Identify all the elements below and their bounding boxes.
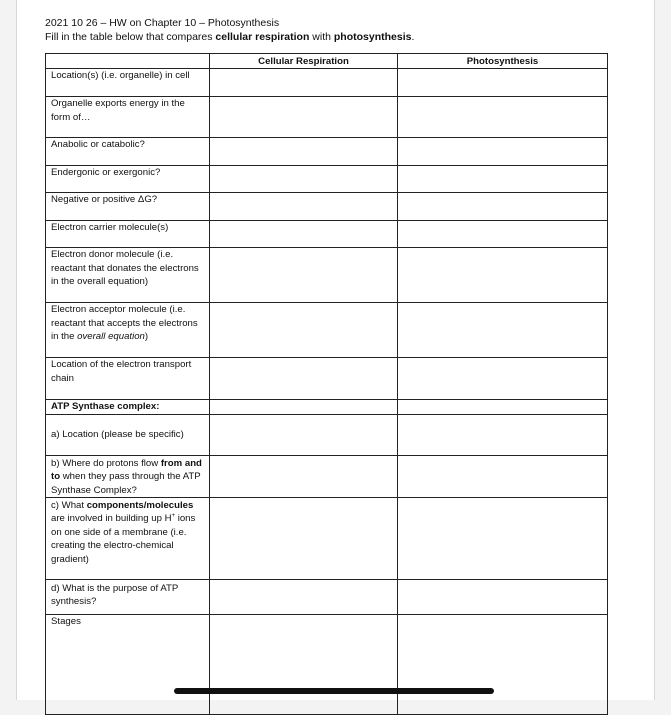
answer-cell[interactable] bbox=[398, 166, 608, 193]
acceptor-close: ) bbox=[144, 331, 149, 343]
answer-cell[interactable] bbox=[398, 358, 608, 400]
answer-cell[interactable] bbox=[210, 414, 398, 455]
row-label-atp-purpose: d) What is the purpose of ATP synthesis? bbox=[46, 580, 210, 615]
answer-cell[interactable] bbox=[210, 69, 398, 97]
table-row bbox=[46, 69, 608, 97]
answer-cell[interactable] bbox=[398, 414, 608, 455]
row-label-carrier: Electron carrier molecule(s) bbox=[46, 221, 210, 248]
table-row bbox=[46, 580, 608, 615]
components-text-3: ions on one side of a membrane (i.e. creating the electro-chemical gradient) bbox=[51, 513, 196, 565]
answer-cell[interactable] bbox=[398, 138, 608, 166]
section-label-atp-synthase: ATP Synthase complex: bbox=[46, 400, 210, 414]
answer-cell[interactable] bbox=[398, 221, 608, 248]
row-label-donor: Electron donor molecule (i.e. reactant that donates the electrons in the overall equation) bbox=[46, 248, 210, 303]
answer-cell[interactable] bbox=[210, 97, 398, 138]
row-label-stages: Stages bbox=[46, 615, 210, 715]
column-header-cellular-respiration: Cellular Respiration bbox=[210, 54, 398, 69]
answer-cell[interactable] bbox=[210, 193, 398, 221]
answer-cell[interactable] bbox=[398, 97, 608, 138]
table-row bbox=[46, 97, 608, 138]
answer-cell[interactable] bbox=[210, 580, 398, 615]
row-label-anabolic: Anabolic or catabolic? bbox=[46, 138, 210, 166]
row-label-delta-g: Negative or positive ΔG? bbox=[46, 193, 210, 221]
components-text-2: are involved in building up H bbox=[51, 513, 172, 525]
table-row bbox=[46, 400, 608, 414]
row-label-exports: Organelle exports energy in the form of… bbox=[46, 97, 210, 138]
row-label-etc-location: Location of the electron transport chain bbox=[46, 358, 210, 400]
proton-text-1: b) Where do protons flow bbox=[51, 457, 161, 469]
instructions-bold-respiration: cellular respiration bbox=[215, 31, 310, 43]
horizontal-scrollbar[interactable] bbox=[174, 688, 494, 694]
components-superscript: + bbox=[171, 513, 176, 520]
answer-cell[interactable] bbox=[398, 69, 608, 97]
table-row bbox=[46, 221, 608, 248]
answer-cell[interactable] bbox=[210, 498, 398, 580]
components-bold: components/molecules bbox=[86, 500, 194, 512]
header-blank-cell bbox=[46, 54, 210, 69]
acceptor-italic: overall equation bbox=[77, 331, 145, 343]
answer-cell[interactable] bbox=[210, 303, 398, 358]
table-header-row bbox=[46, 54, 608, 69]
answer-cell[interactable] bbox=[210, 248, 398, 303]
row-label-acceptor bbox=[46, 303, 210, 358]
answer-cell[interactable] bbox=[210, 166, 398, 193]
answer-cell[interactable] bbox=[210, 455, 398, 497]
row-label-atp-proton-flow bbox=[46, 455, 210, 497]
answer-cell[interactable] bbox=[210, 138, 398, 166]
answer-cell[interactable] bbox=[398, 303, 608, 358]
answer-cell[interactable] bbox=[398, 400, 608, 414]
acceptor-text: Electron acceptor molecule (i.e. reactant that accepts the electrons in the bbox=[51, 304, 198, 343]
table-row bbox=[46, 455, 608, 497]
table-row bbox=[46, 498, 608, 580]
answer-cell[interactable] bbox=[210, 358, 398, 400]
instructions-text: Fill in the table below that compares bbox=[45, 31, 216, 43]
row-label-location: Location(s) (i.e. organelle) in cell bbox=[46, 69, 210, 97]
answer-cell[interactable] bbox=[398, 248, 608, 303]
table-row bbox=[46, 193, 608, 221]
table-row bbox=[46, 166, 608, 193]
proton-bold-from: from bbox=[160, 457, 183, 469]
answer-cell[interactable] bbox=[210, 400, 398, 414]
answer-cell[interactable] bbox=[398, 193, 608, 221]
row-label-atp-components bbox=[46, 498, 210, 580]
components-text-1: c) What bbox=[51, 500, 87, 512]
instructions-text-mid: with bbox=[309, 31, 334, 43]
table-row bbox=[46, 138, 608, 166]
instructions-bold-photosynthesis: photosynthesis bbox=[333, 31, 412, 43]
answer-cell[interactable] bbox=[398, 580, 608, 615]
proton-text-3: when they pass through the ATP Synthase Complex? bbox=[51, 471, 201, 496]
document-title: 2021 10 26 – HW on Chapter 10 – Photosynthesis bbox=[45, 17, 280, 29]
column-header-photosynthesis: Photosynthesis bbox=[398, 54, 608, 69]
answer-cell[interactable] bbox=[398, 455, 608, 497]
table-row bbox=[46, 248, 608, 303]
table-row bbox=[46, 303, 608, 358]
table-row bbox=[46, 414, 608, 455]
row-label-endergonic: Endergonic or exergonic? bbox=[46, 166, 210, 193]
instructions bbox=[45, 31, 414, 44]
row-label-atp-location: a) Location (please be specific) bbox=[46, 414, 210, 455]
comparison-table bbox=[45, 53, 608, 715]
answer-cell[interactable] bbox=[398, 498, 608, 580]
proton-bold-and-to: and to bbox=[51, 457, 202, 483]
table-row bbox=[46, 358, 608, 400]
answer-cell[interactable] bbox=[210, 221, 398, 248]
instructions-text-end: . bbox=[411, 31, 415, 43]
